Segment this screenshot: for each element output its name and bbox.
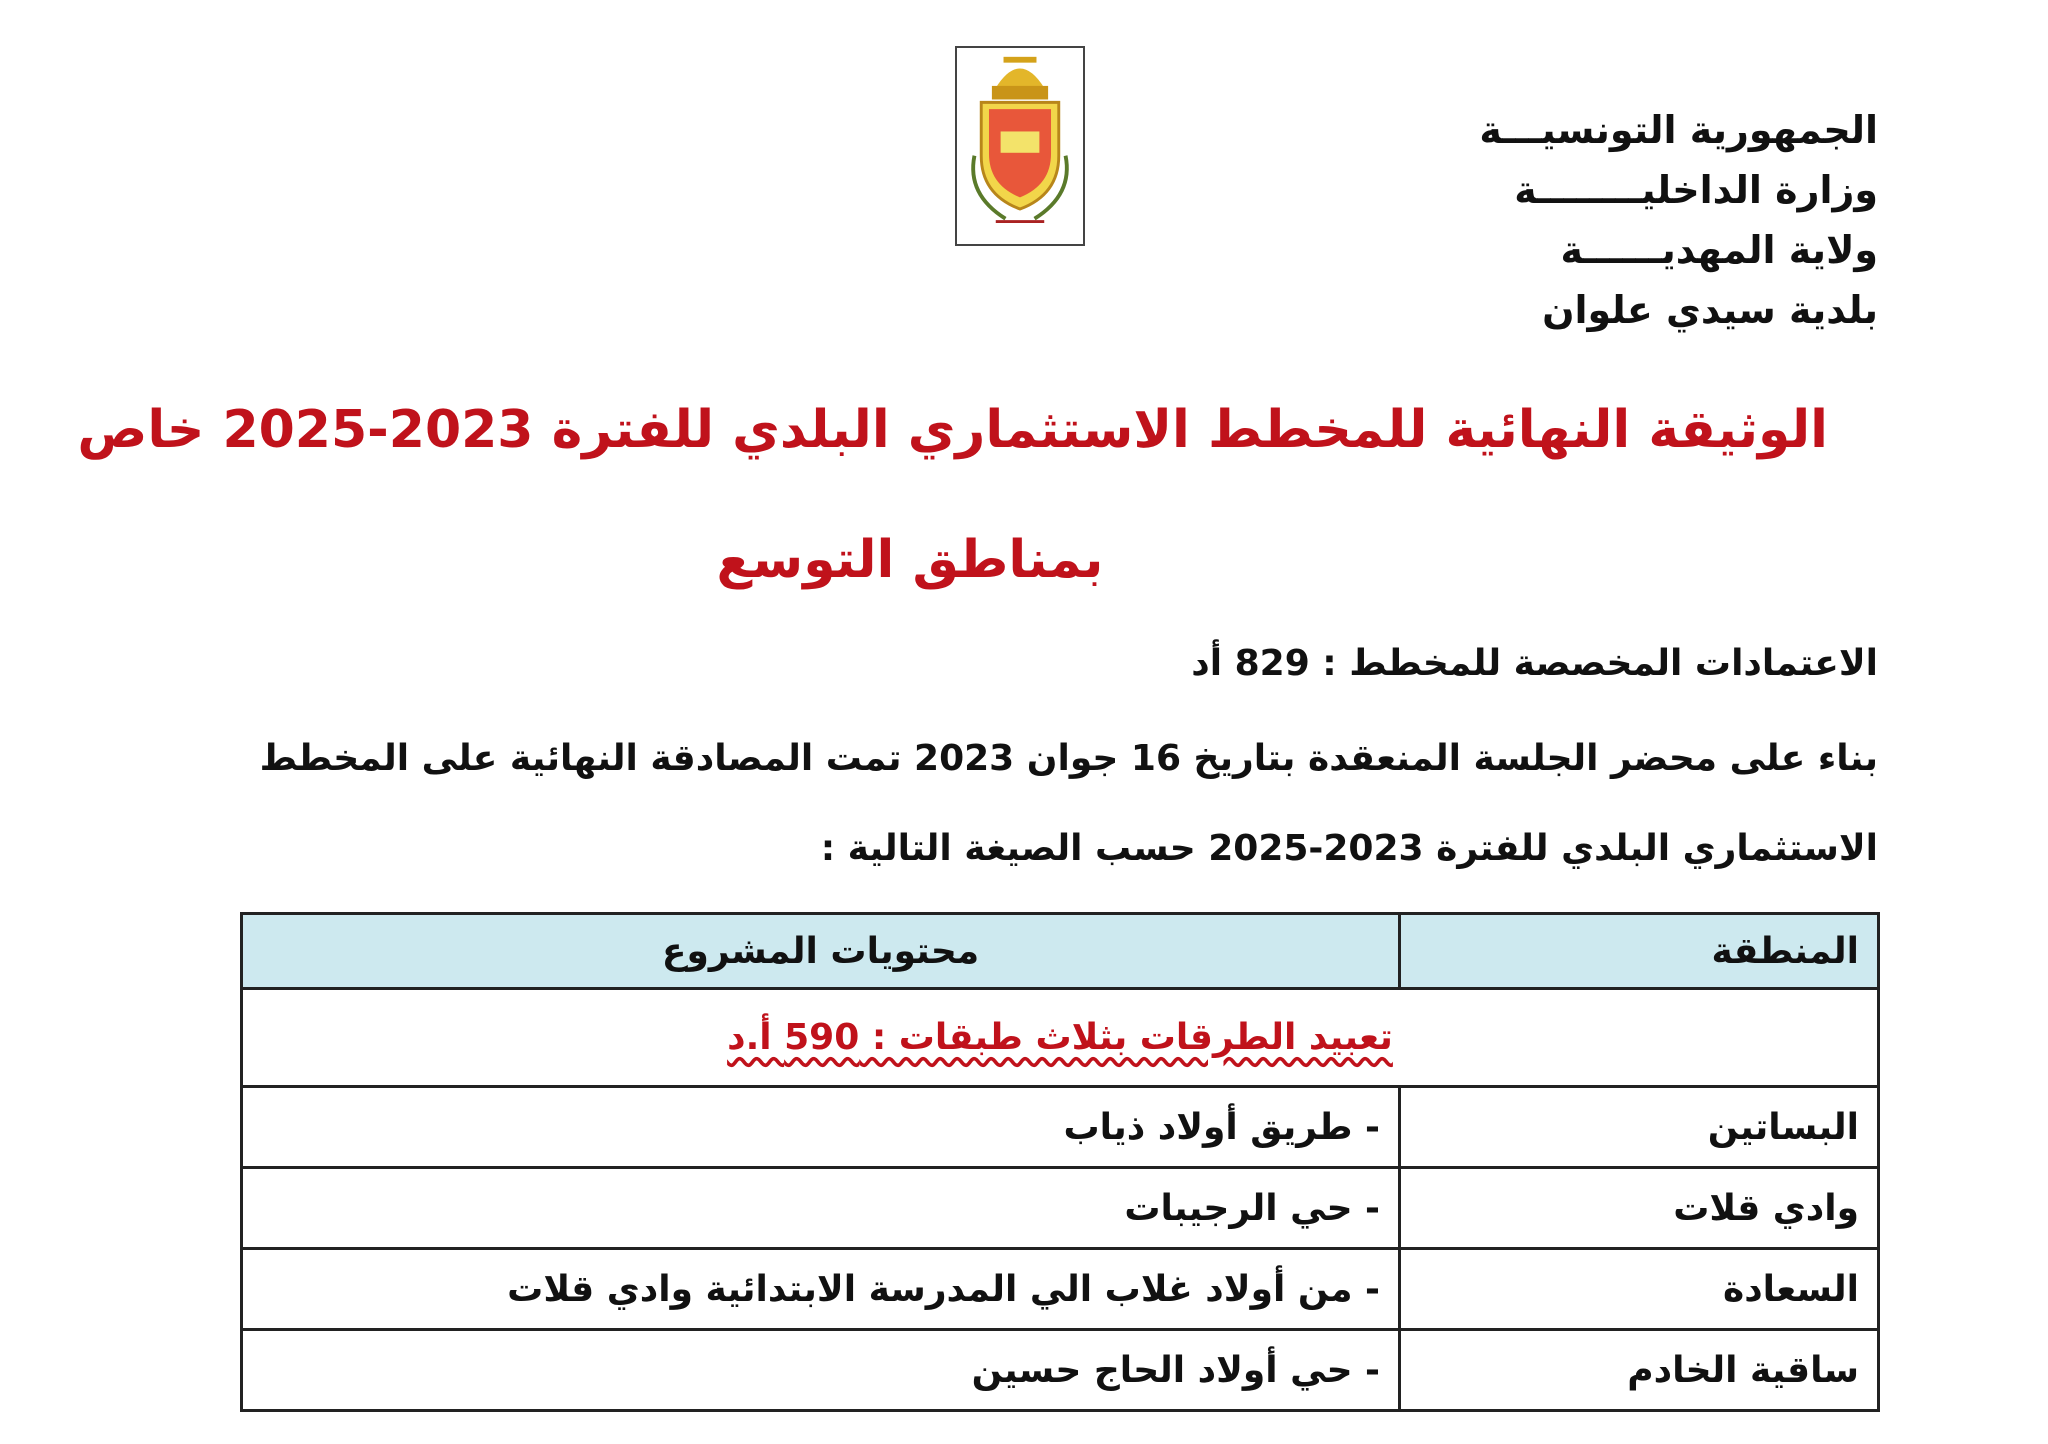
table-row (242, 1330, 1879, 1411)
row-item: - طريق أولاد ذياب (242, 1087, 1400, 1168)
row-region: وادي قلات (1400, 1168, 1879, 1249)
approval-text-line2: الاستثماري البلدي للفترة 2023-2025 حسب الصيغة التالية : (820, 828, 1878, 869)
document-title-line2: بمناطق التوسع (716, 530, 1104, 590)
row-item: - من أولاد غلاب الي المدرسة الابتدائية وادي قلات (242, 1249, 1400, 1330)
government-header (1318, 100, 1878, 340)
header-contents: محتويات المشروع (242, 914, 1400, 989)
table-header-row (242, 914, 1879, 989)
header-region: المنطقة (1400, 914, 1879, 989)
table-section-row (242, 989, 1879, 1087)
document-title-line1: الوثيقة النهائية للمخطط الاستثماري البلدي للفترة 2023-2025 خاص (77, 400, 1828, 460)
approval-text-line1: بناء على محضر الجلسة المنعقدة بتاريخ 16 جوان 2023 تمت المصادقة النهائية على المخطط (259, 738, 1878, 779)
row-region: البساتين (1400, 1087, 1879, 1168)
section-cell (242, 989, 1879, 1087)
allocation-text: الاعتمادات المخصصة للمخطط : 829 أد (1191, 643, 1878, 684)
table-row (242, 1249, 1879, 1330)
row-region: السعادة (1400, 1249, 1879, 1330)
row-item: - حي أولاد الحاج حسين (242, 1330, 1400, 1411)
ministry-name: وزارة الداخليــــــــة (1514, 168, 1878, 212)
republic-name: الجمهورية التونسيـــة (1479, 108, 1878, 152)
table-row (242, 1087, 1879, 1168)
row-region: ساقية الخادم (1400, 1330, 1879, 1411)
municipality-name: بلدية سيدي علوان (1542, 288, 1878, 332)
governorate-name: ولاية المهديــــــة (1560, 228, 1878, 272)
table-row (242, 1168, 1879, 1249)
municipal-emblem-icon (955, 46, 1085, 246)
row-item: - حي الرجيبات (242, 1168, 1400, 1249)
projects-table (240, 912, 1880, 1412)
section-title: تعبيد الطرقات بثلاث طبقات : 590 أ.د (727, 1017, 1393, 1058)
